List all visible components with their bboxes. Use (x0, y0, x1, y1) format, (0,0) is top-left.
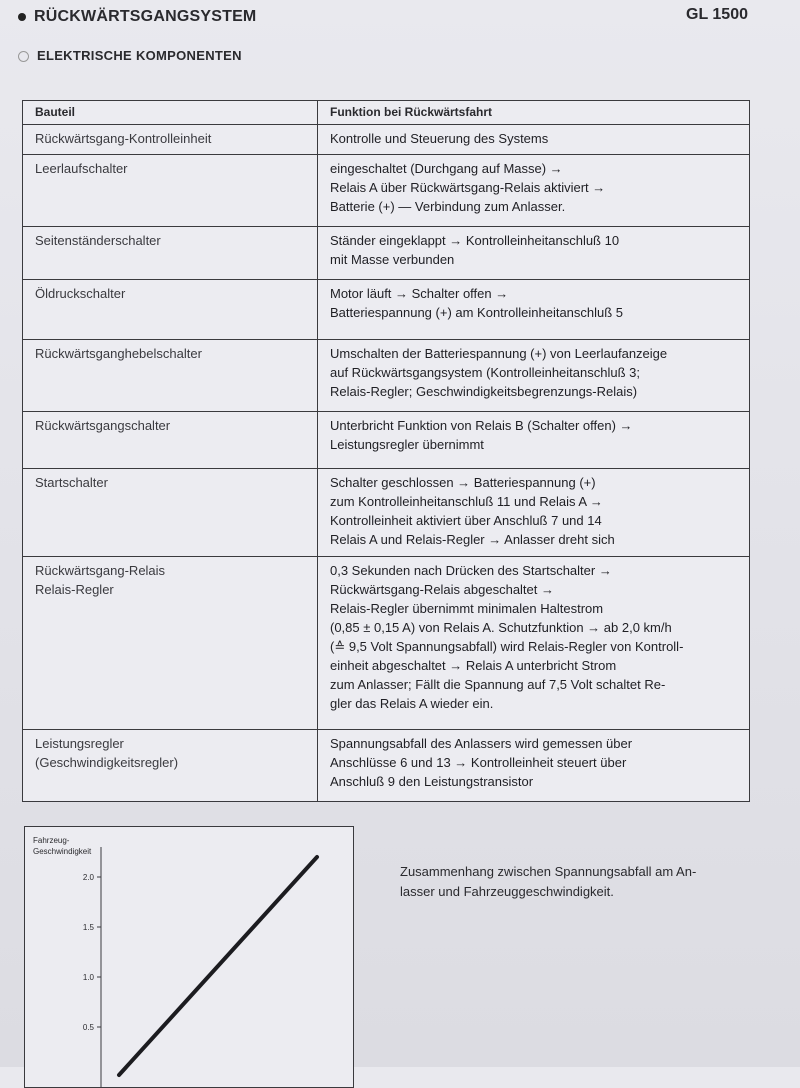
components-table (22, 100, 750, 802)
function-line: Relais A über Rückwärtsgang-Relais aktiviert → (330, 180, 606, 195)
component-line: Relais-Regler (35, 582, 114, 597)
component-line: Rückwärtsgang-Relais (35, 563, 166, 578)
function-line: 0,3 Sekunden nach Drücken des Startschalter → (330, 563, 612, 578)
y-tick-label: 2.0 (82, 873, 94, 882)
y-axis-label: Geschwindigkeit (33, 847, 92, 856)
subsection-title (18, 48, 242, 63)
function-cell (318, 412, 750, 469)
function-line: Anschlüsse 6 und 13 → Kontrolleinheit steuert über (330, 755, 627, 770)
component-line: Leerlaufschalter (35, 161, 128, 176)
table-row (23, 412, 750, 469)
y-axis-label: Fahrzeug- (33, 836, 70, 845)
function-line: eingeschaltet (Durchgang auf Masse) → (330, 161, 563, 176)
function-line: zum Kontrolleinheitanschluß 11 und Relais A → (330, 494, 603, 509)
function-cell (318, 469, 750, 557)
subsection-title-text: ELEKTRISCHE KOMPONENTEN (37, 48, 242, 63)
function-line: Ständer eingeklappt → Kontrolleinheitanschluß 10 (330, 233, 620, 248)
table-row (23, 280, 750, 340)
function-line: Motor läuft → Schalter offen → (330, 286, 509, 301)
component-cell (23, 340, 318, 412)
graph-svg (25, 827, 353, 1087)
bullet-hollow-icon (18, 51, 29, 62)
bullet-filled-icon (18, 13, 26, 21)
graph-caption (400, 862, 760, 902)
section-title-text: RÜCKWÄRTSGANGSYSTEM (34, 8, 257, 25)
function-line: (0,85 ± 0,15 A) von Relais A. Schutzfunktion → ab 2,0 km/h (330, 620, 672, 635)
speed-graph (24, 826, 354, 1088)
function-line: Batteriespannung (+) am Kontrolleinheitanschluß 5 (330, 305, 624, 320)
table-row (23, 557, 750, 730)
table-header-row (23, 101, 750, 125)
function-line: einheit abgeschaltet → Relais A unterbricht Strom (330, 658, 617, 673)
function-line: Batterie (+) — Verbindung zum Anlasser. (330, 199, 566, 214)
table-row (23, 469, 750, 557)
function-line: Schalter geschlossen → Batteriespannung (+) (330, 475, 596, 490)
function-line: Kontrolle und Steuerung des Systems (330, 131, 549, 146)
function-line: Unterbricht Funktion von Relais B (Schalter offen) → (330, 418, 633, 433)
y-tick-label: 0.5 (82, 1023, 94, 1032)
function-cell (318, 280, 750, 340)
component-cell (23, 155, 318, 227)
component-cell (23, 280, 318, 340)
function-line: gler das Relais A wieder ein. (330, 696, 494, 711)
function-cell (318, 557, 750, 730)
column-header-component: Bauteil (23, 101, 318, 125)
function-line: auf Rückwärtsgangsystem (Kontrolleinheitanschluß 3; (330, 365, 640, 380)
component-line: Rückwärtsgangschalter (35, 418, 171, 433)
function-line: Rückwärtsgang-Relais abgeschaltet → (330, 582, 554, 597)
component-cell (23, 227, 318, 280)
table-row (23, 730, 750, 802)
component-cell (23, 412, 318, 469)
function-line: mit Masse verbunden (330, 252, 455, 267)
function-line: Kontrolleinheit aktiviert über Anschluß 7 und 14 (330, 513, 602, 528)
table-row (23, 155, 750, 227)
section-title (18, 8, 256, 26)
function-cell (318, 125, 750, 155)
component-cell (23, 730, 318, 802)
column-header-function: Funktion bei Rückwärtsfahrt (318, 101, 750, 125)
model-label: GL 1500 (686, 6, 748, 23)
function-cell (318, 730, 750, 802)
function-line: Relais-Regler; Geschwindigkeitsbegrenzungs-Relais) (330, 384, 638, 399)
function-line: Relais A und Relais-Regler → Anlasser dreht sich (330, 532, 615, 547)
y-tick-label: 1.0 (82, 973, 94, 982)
function-line: zum Anlasser; Fällt die Spannung auf 7,5 Volt schaltet Re- (330, 677, 666, 692)
component-line: Seitenständerschalter (35, 233, 161, 248)
function-cell (318, 340, 750, 412)
table-row (23, 227, 750, 280)
component-cell (23, 125, 318, 155)
component-line: Startschalter (35, 475, 108, 490)
component-line: Rückwärtsganghebelschalter (35, 346, 202, 361)
function-line: Leistungsregler übernimmt (330, 437, 484, 452)
function-line: Umschalten der Batteriespannung (+) von Leerlaufanzeige (330, 346, 668, 361)
function-line: (≙ 9,5 Volt Spannungsabfall) wird Relais-Regler von Kontroll- (330, 639, 684, 654)
component-line: Öldruckschalter (35, 286, 126, 301)
component-line: Rückwärtsgang-Kontrolleinheit (35, 131, 212, 146)
y-tick-label: 1.5 (82, 923, 94, 932)
function-line: Anschluß 9 den Leistungstransistor (330, 774, 534, 789)
component-line: (Geschwindigkeitsregler) (35, 755, 179, 770)
function-line: Spannungsabfall des Anlassers wird gemessen über (330, 736, 633, 751)
component-line: Leistungsregler (35, 736, 124, 751)
function-cell (318, 227, 750, 280)
table-row (23, 125, 750, 155)
function-cell (318, 155, 750, 227)
caption-line: lasser und Fahrzeuggeschwindigkeit. (400, 884, 614, 899)
component-cell (23, 469, 318, 557)
caption-line: Zusammenhang zwischen Spannungsabfall am An- (400, 864, 697, 879)
component-cell (23, 557, 318, 730)
speed-line (119, 857, 317, 1075)
table-row (23, 340, 750, 412)
function-line: Relais-Regler übernimmt minimalen Haltestrom (330, 601, 604, 616)
